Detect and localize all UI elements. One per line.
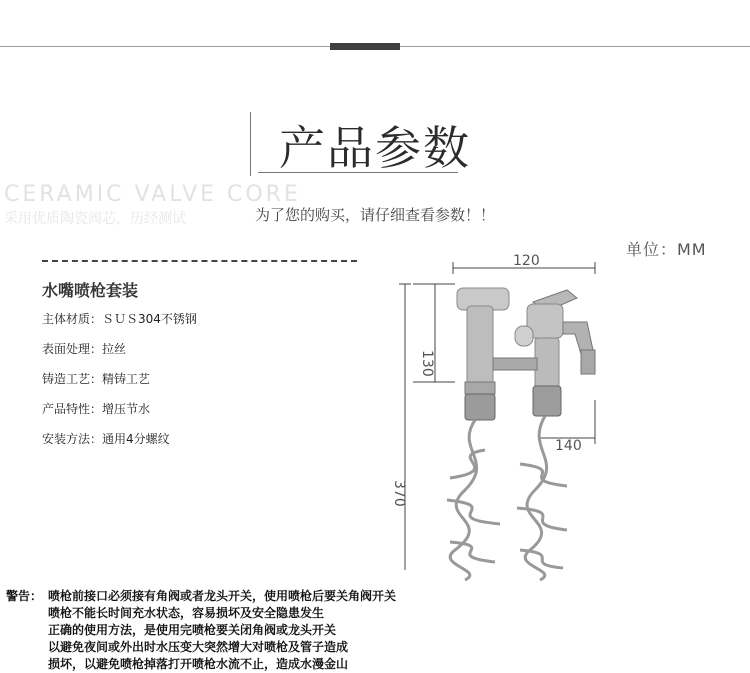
top-divider-bar	[330, 43, 400, 50]
warning-line-5: 损坏，以避免喷枪掉落打开喷枪水流不止，造成水漫金山	[48, 657, 349, 671]
warning-line-2: 喷枪不能长时间充水状态，容易损坏及安全隐患发生	[48, 606, 325, 620]
warning-line-4: 以避免夜间或外出时水压变大突然增大对喷枪及管子造成	[48, 640, 349, 654]
warning-label: 警告：	[6, 589, 43, 603]
faucet-body-icon	[493, 290, 595, 416]
warning-line-1: 喷枪前接口必须接有角阀或者龙头开关，使用喷枪后要关角阀开关	[48, 589, 397, 603]
product-diagram	[391, 250, 625, 580]
spec-casting: 铸造工艺：精铸工艺	[42, 372, 151, 386]
section-dashed-divider	[42, 260, 357, 262]
dim-total-height-label: 370	[391, 480, 407, 507]
product-name: 水嘴喷枪套装	[42, 281, 139, 300]
dim-height-top-label: 130	[419, 350, 435, 377]
subtitle: 为了您的购买，请仔细查看参数！！	[254, 206, 495, 224]
coiled-hose-icon	[447, 416, 567, 580]
spec-surface: 表面处理：拉丝	[42, 342, 127, 356]
spec-material: 主体材质：ＳＵＳ304不锈钢	[42, 312, 197, 326]
spec-feature: 产品特性：增压节水	[42, 402, 151, 416]
unit-label: 单位：MM	[626, 240, 707, 259]
ghost-english-text: CERAMIC VALVE CORE	[4, 182, 301, 207]
page-title: 产品参数	[279, 121, 471, 175]
ghost-chinese-text: 采用优质陶瓷阀芯，历经测试	[4, 211, 186, 227]
spec-install: 安装方法：通用4分螺纹	[42, 432, 170, 446]
spray-gun-body-icon	[457, 288, 509, 420]
dim-width-label: 120	[513, 253, 540, 269]
warning-line-3: 正确的使用方法，是使用完喷枪要关闭角阀或龙头开关	[48, 623, 337, 637]
dim-spout-label: 140	[555, 438, 582, 454]
